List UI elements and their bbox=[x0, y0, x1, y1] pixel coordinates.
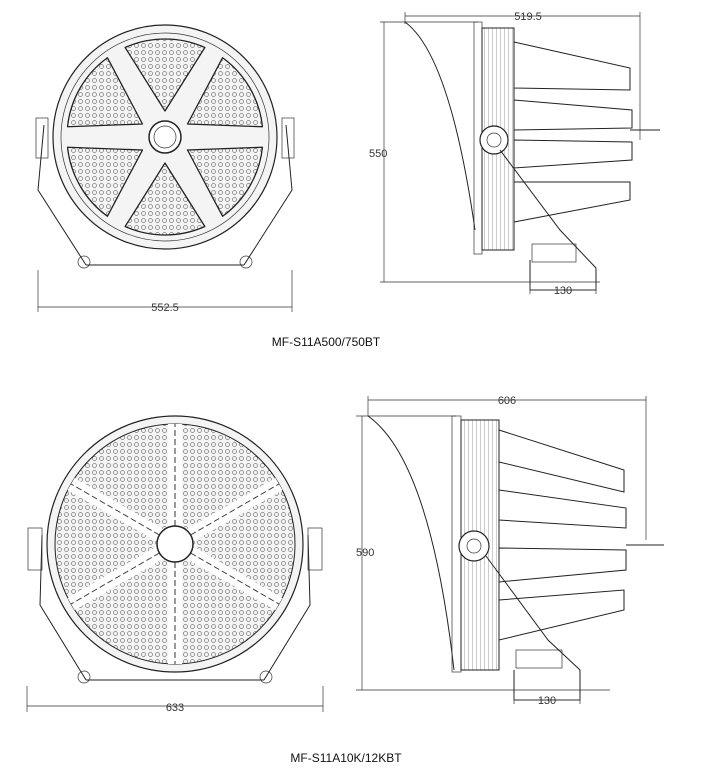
tilt-knob bbox=[480, 126, 508, 154]
depth-label: 519.5 bbox=[514, 11, 542, 23]
height-label: 590 bbox=[356, 547, 375, 559]
reflector-profile bbox=[368, 416, 454, 670]
model-caption-1: MF-S11A500/750BT bbox=[271, 335, 381, 349]
cooling-ribs bbox=[514, 42, 632, 222]
base-label: 130 bbox=[553, 285, 573, 297]
center-hub bbox=[157, 526, 193, 562]
side-view-2 bbox=[356, 395, 664, 707]
front-view-2 bbox=[27, 416, 323, 714]
bracket-pivot-left bbox=[28, 528, 42, 570]
side-bracket bbox=[486, 556, 580, 700]
side-view-1 bbox=[369, 11, 660, 297]
tilt-knob bbox=[459, 531, 489, 561]
height-label: 550 bbox=[369, 148, 388, 160]
reflector-profile bbox=[405, 22, 475, 230]
width-label: 552.5 bbox=[151, 302, 179, 314]
model-caption-2: MF-S11A10K/12KBT bbox=[290, 751, 402, 765]
bracket-pivot-right bbox=[308, 528, 322, 570]
depth-label: 606 bbox=[497, 395, 517, 407]
nameplate bbox=[516, 650, 562, 668]
width-label: 633 bbox=[165, 702, 185, 714]
nameplate bbox=[532, 244, 576, 262]
cooling-ribs bbox=[499, 430, 626, 640]
front-view-1 bbox=[36, 25, 294, 314]
base-label: 130 bbox=[537, 695, 557, 707]
